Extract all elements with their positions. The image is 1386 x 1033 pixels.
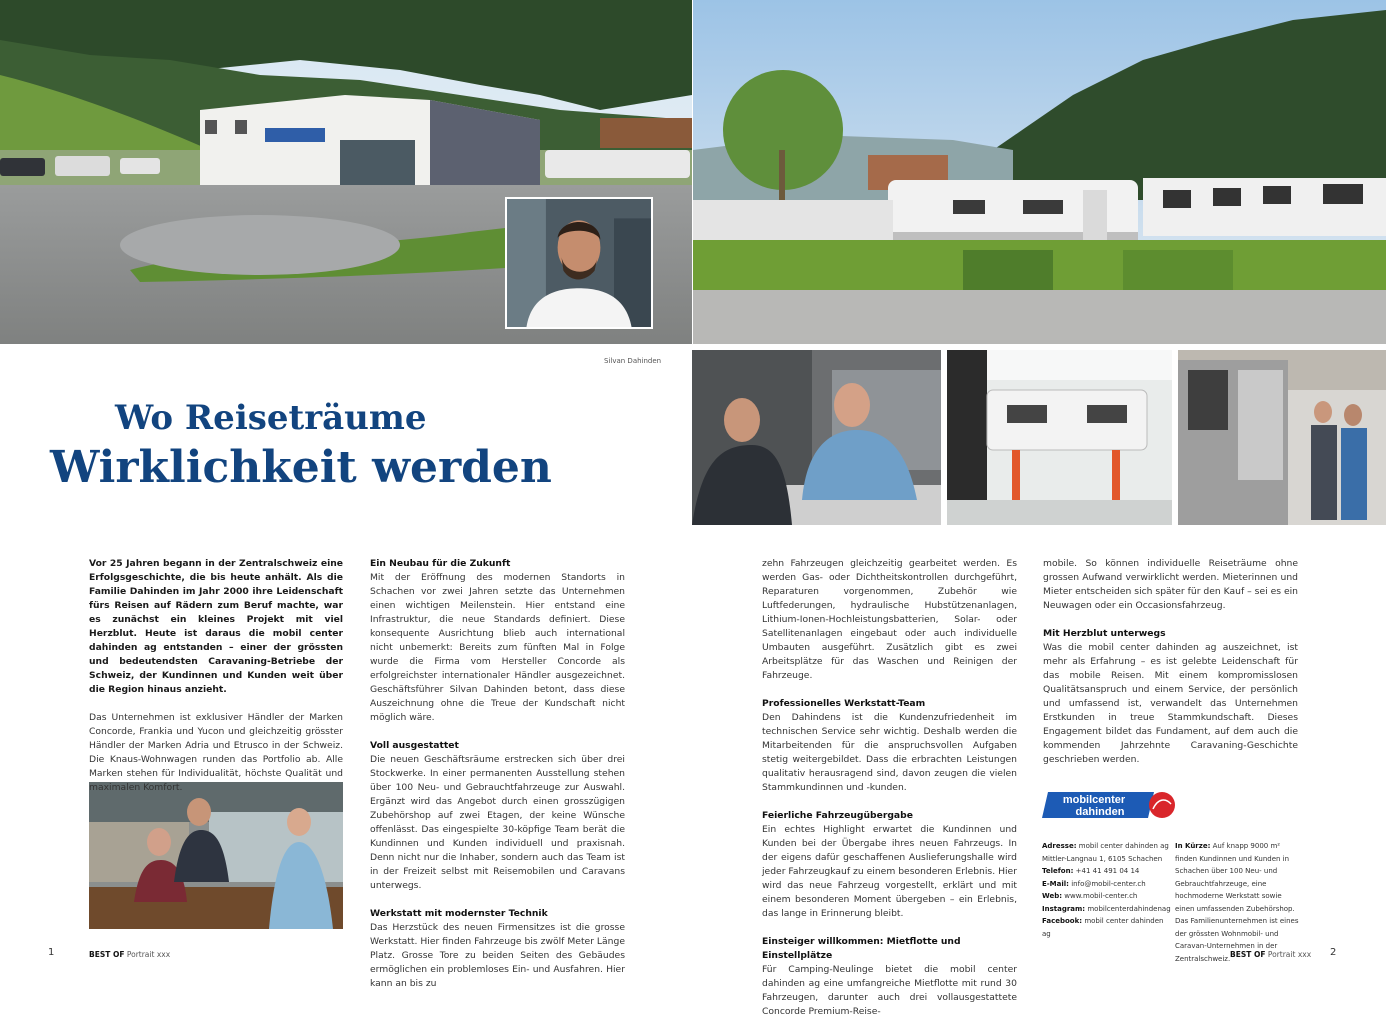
phone-link[interactable]: +41 41 491 04 14	[1075, 867, 1140, 875]
brief-text: Auf knapp 9000 m² finden Kundinnen und Kunden in Schachen über 100 Neu- und Gebrauchtfahrzeuge, eine hochmoderne Werkstatt sowie einen umfassenden Zubehörshop. Das Familienunternehmen ist eines der grössten Wohnmobil- und Caravan-Unternehmen in der Zentralschweiz.	[1175, 842, 1299, 963]
continued-paragraph: zehn Fahrzeugen gleichzeitig gearbeitet werden. Es werden Gas- oder Dichtheitskontrollen durchgeführt, Reparaturen vorgenommen, Zubehör wie Luftfederungen, hydraulische Hubstützenanlagen, Lithium-Ionen-Hochleistungsbatterien, Solar- oder Satellitenanlagen eingebaut oder auch individuelle Umbauten ausgeführt. Zusätzlich gibt es zwei Arbeitsplätze für das Waschen und Reinigen der Fahrzeuge.	[762, 558, 1017, 681]
footer-left: BEST OF Portrait xxx	[89, 950, 171, 959]
headline-line-2: Wirklichkeit werden	[50, 442, 552, 493]
section-text: Ein echtes Highlight erwartet die Kundinnen und Kunden bei der Übergabe ihres neuen Fahrzeugs. In der eigens dafür geschaffenen Auslieferungshalle wird jeder Fahrzeugkauf zu einem besonderen Erlebnis. Hier wird das neue Fahrzeug vorgestellt, erklärt und mit einem besonderen Moment übergeben – ein Erlebnis, das lange in Erinnerung bleibt.	[762, 824, 1017, 919]
workshop-lift-photo	[947, 350, 1172, 525]
brief-box	[1175, 840, 1300, 965]
brief-label: In Kürze:	[1175, 842, 1211, 850]
section-text: Für Camping-Neulinge bietet die mobil center dahinden ag eine umfangreiche Mietflotte mit rund 30 Fahrzeugen, darunter auch drei vollausgestattete Concorde Premium-Reise-	[762, 964, 1017, 1017]
portrait-caption: Silvan Dahinden	[604, 357, 662, 365]
section-title: Einsteiger willkommen: Mietflotte und Einstellplätze	[762, 936, 961, 961]
section-text: Was die mobil center dahinden ag auszeichnet, ist mehr als Erfahrung – es ist gelebte Leidenschaft für das mobile Reisen. Mit einem kompromisslosen Qualitätsanspruch und einem Service, der persönlich und umfassend ist, verwandelt das Unternehmen Erstkunden in treue Stammkundschaft. Dieses Engagement bildet das Fundament, auf dem auch die kommenden Jahrzehnte Caravaning-Geschichte geschrieben werden.	[1043, 642, 1298, 765]
logo-text-2: dahinden	[1075, 806, 1125, 818]
portrait-photo	[505, 197, 653, 329]
section-text: Mit der Eröffnung des modernen Standorts in Schachen vor zwei Jahren setzte das Unternehmen einen wichtigen Meilenstein. Hier entstand eine Infrastruktur, die neue Standards definiert. Diese konsequente Ausrichtung blieb auch international nicht unbemerkt: Bereits zum fünften Mal in Folge wurde die Firma vom Hersteller Concorde als erfolgreichster internationaler Händler ausgezeichnet. Geschäftsführer Silvan Dahinden betont, dass diese Auszeichnung ohne die Treue der Kundschaft nicht möglich wäre.	[370, 572, 625, 723]
section-text: Den Dahindens ist die Kundenzufriedenheit im technischen Service sehr wichtig. Deshalb werden die Mitarbeitenden für die anspruchsvollen Aufgaben stetig weitergebildet. Dass die erbrachten Leistungen qualitativ herausragend sind, davon zeugen die vielen Stammkundinnen und -kunden.	[762, 712, 1017, 793]
column-1	[89, 557, 343, 809]
section-title: Feierliche Fahrzeugübergabe	[762, 810, 913, 821]
contact-box: Adresse: mobil center dahinden ag Mittler-Langnau 1, 6105 Schachen Telefon: +41 41 491 04 14 E-Mail: info@mobil-center.ch Web: www.mobil-center.ch Instagram: mobilcenterdahindenag Facebook: mobil center dahinden ag	[1042, 842, 1171, 938]
address: mobil center dahinden ag	[1078, 842, 1169, 850]
section-title: Professionelles Werkstatt-Team	[762, 698, 926, 709]
logo-text-1: mobilcenter	[1062, 794, 1126, 806]
section-title: Ein Neubau für die Zukunft	[370, 558, 511, 569]
brands-paragraph: Das Unternehmen ist exklusiver Händler der Marken Concorde, Frankia und Yucon und gleichzeitig grösster Händler der Marken Adria und Etrusco in der Schweiz. Die Knaus-Wohnwagen runden das Portfolio ab. Alle Marken stehen für Individualität, höchste Qualität und maximalen Komfort.	[89, 712, 343, 793]
email-link[interactable]: info@mobil-center.ch	[1071, 879, 1146, 888]
section-text: Die neuen Geschäftsräume erstrecken sich über drei Stockwerke. In einer permanenten Ausstellung stehen über 100 Neu- und Gebrauchtfahrzeuge zur Auswahl. Ergänzt wird das Angebot durch einen grosszügigen Zubehörshop auf zwei Etagen, der keine Wünsche offenlässt. Das eingespielte 30-köpfige Team berät die Kundinnen und Kunden individuell und praxisnah. Denn nicht nur die Inhaber, sondern auch das Team ist in der Freizeit selbst mit Reisemobilen und Caravans unterwegs.	[370, 754, 625, 891]
van-handover-photo	[1178, 350, 1386, 525]
column-2	[370, 557, 625, 1005]
facebook-link[interactable]: mobil center dahinden ag	[1042, 917, 1164, 938]
instagram-link[interactable]: mobilcenterdahindenag	[1087, 904, 1171, 913]
headline-line-1: Wo Reiseträume	[115, 398, 427, 438]
company-logo	[1042, 790, 1176, 820]
web-link[interactable]: www.mobil-center.ch	[1064, 892, 1138, 900]
section-title: Werkstatt mit modernster Technik	[370, 908, 548, 919]
page-number-left: 1	[48, 947, 55, 958]
campers-yard-photo	[693, 0, 1386, 344]
column-3	[762, 557, 1017, 1033]
consultation-photo	[692, 350, 941, 525]
continued-paragraph: mobile. So können individuelle Reiseträume ohne grossen Aufwand verwirklicht werden. Mieterinnen und Mieter entscheiden sich später für den Kauf – sei es ein Neuwagen oder ein Occasionsfahrzeug.	[1043, 558, 1298, 611]
page-number-right: 2	[1330, 947, 1337, 958]
section-title: Mit Herzblut unterwegs	[1043, 628, 1166, 639]
footer-right: BEST OF Portrait xxx	[1230, 950, 1312, 959]
section-title: Voll ausgestattet	[370, 740, 459, 751]
column-4	[1043, 557, 1298, 781]
section-text: Das Herzstück des neuen Firmensitzes ist die grosse Werkstatt. Hier finden Fahrzeuge bis zwölf Meter Länge Platz. Grosse Tore zu beiden Seiten des Gebäudes ermöglichen ein problemloses Ein- und Ausfahren. Hier kann an bis zu	[370, 922, 625, 989]
lead-paragraph: Vor 25 Jahren begann in der Zentralschweiz eine Erfolgsgeschichte, die bis heute anhält. Als die Familie Dahinden im Jahr 2000 ihre Leidenschaft fürs Reisen auf Rädern zum Beruf machte, war es zunächst ein kleines Projekt mit viel Herzblut. Heute ist daraus die mobil center dahinden ag entstanden – einer der grössten und bedeutendsten Caravaning-Betriebe der Schweiz, der Kundinnen und Kunden weit über die Region hinaus anzieht.	[89, 558, 343, 695]
address-line-2: Mittler-Langnau 1, 6105 Schachen	[1042, 854, 1163, 863]
